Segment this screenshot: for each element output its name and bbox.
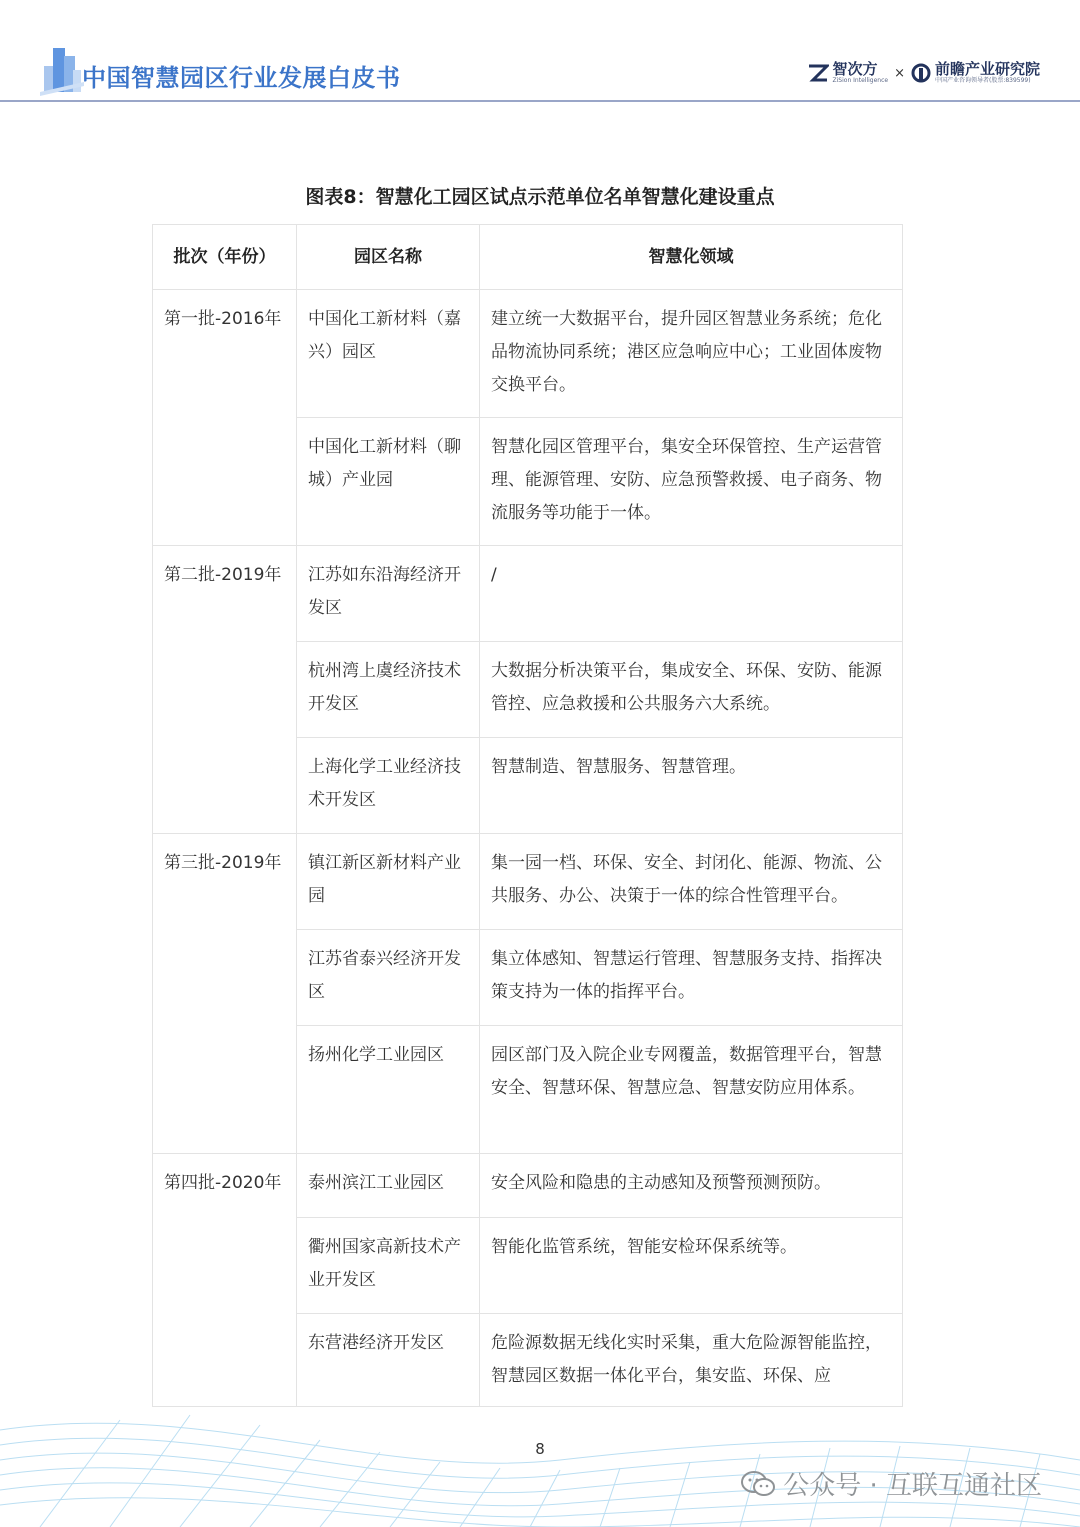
decorative-wave-mesh (0, 1390, 1080, 1527)
park-name-cell: 江苏省泰兴经济开发区 (297, 930, 480, 1026)
wechat-watermark (741, 1465, 1042, 1502)
focus-cell: 大数据分析决策平台，集成安全、环保、安防、能源管控、应急救援和公共服务六大系统。 (480, 642, 903, 738)
city-buildings-logo-icon (40, 40, 84, 96)
focus-cell: 集一园一档、环保、安全、封闭化、能源、物流、公共服务、办公、决策于一体的综合性管理平台。 (480, 834, 903, 930)
focus-cell: 智能化监管系统，智能安检环保系统等。 (480, 1218, 903, 1314)
page-header (0, 0, 1080, 102)
focus-cell: 集立体感知、智慧运行管理、智慧服务支持、指挥决策支持为一体的指挥平台。 (480, 930, 903, 1026)
qianzhan-mark-icon (911, 62, 931, 84)
park-name-cell: 上海化学工业经济技术开发区 (297, 738, 480, 834)
park-name-cell: 杭州湾上虞经济技术开发区 (297, 642, 480, 738)
table-row (153, 546, 903, 642)
column-header-focus: 智慧化领域 (480, 225, 903, 290)
park-name-cell: 中国化工新材料（聊城）产业园 (297, 418, 480, 546)
partner-2-sub: 中国产业咨询领导者(股票:839599) (934, 76, 1031, 84)
partner-1-name: 智次方 (832, 59, 878, 78)
focus-cell: 建立统一大数据平台，提升园区智慧业务系统；危化品物流协同系统；港区应急响应中心；工业固体废物交换平台。 (480, 290, 903, 418)
park-name-cell: 泰州滨江工业园区 (297, 1154, 480, 1218)
park-name-cell: 衢州国家高新技术产业开发区 (297, 1218, 480, 1314)
document-title: 中国智慧园区行业发展白皮书 (82, 64, 401, 92)
figure-title: 图表8：智慧化工园区试点示范单位名单智慧化建设重点 (305, 186, 775, 208)
batch-cell: 第二批-2019年 (153, 546, 297, 834)
batch-cell: 第四批-2020年 (153, 1154, 297, 1407)
table-row (153, 1154, 903, 1218)
batch-cell: 第三批-2019年 (153, 834, 297, 1154)
focus-cell: 安全风险和隐患的主动感知及预警预测预防。 (480, 1154, 903, 1218)
zcf-logo (807, 59, 889, 85)
focus-cell: 智慧制造、智慧服务、智慧管理。 (480, 738, 903, 834)
wechat-icon (741, 1470, 775, 1498)
page-number: 8 (535, 1440, 545, 1458)
focus-cell: 智慧化园区管理平台，集安全环保管控、生产运营管理、能源管理、安防、应急预警救援、电子商务、物流服务等功能于一体。 (480, 418, 903, 546)
park-name-cell: 镇江新区新材料产业园 (297, 834, 480, 930)
column-header-park: 园区名称 (297, 225, 480, 290)
table-row (153, 834, 903, 930)
column-header-batch: 批次（年份） (153, 225, 297, 290)
focus-cell: 危险源数据无线化实时采集，重大危险源智能监控，智慧园区数据一体化平台，集安监、环保、应 (480, 1314, 903, 1407)
partner-2-name: 前瞻产业研究院 (934, 59, 1040, 78)
park-name-cell: 东营港经济开发区 (297, 1314, 480, 1407)
watermark-text: 公众号 · 互联互通社区 (783, 1471, 1042, 1501)
zcf-mark-icon (807, 62, 829, 84)
partner-1-sub: ZiSion Intelligence (832, 76, 889, 84)
focus-cell: / (480, 546, 903, 642)
focus-cell: 园区部门及入院企业专网覆盖，数据管理平台，智慧安全、智慧环保、智慧应急、智慧安防应用体系。 (480, 1026, 903, 1154)
park-name-cell: 江苏如东沿海经济开发区 (297, 546, 480, 642)
partner-separator: × (894, 65, 905, 81)
table-row (153, 290, 903, 418)
pilot-parks-table (152, 224, 903, 1407)
park-name-cell: 扬州化学工业园区 (297, 1026, 480, 1154)
qianzhan-logo (911, 59, 1040, 85)
park-name-cell: 中国化工新材料（嘉兴）园区 (297, 290, 480, 418)
partner-logos (807, 58, 1040, 88)
table-header-row (153, 225, 903, 290)
batch-cell: 第一批-2016年 (153, 290, 297, 546)
